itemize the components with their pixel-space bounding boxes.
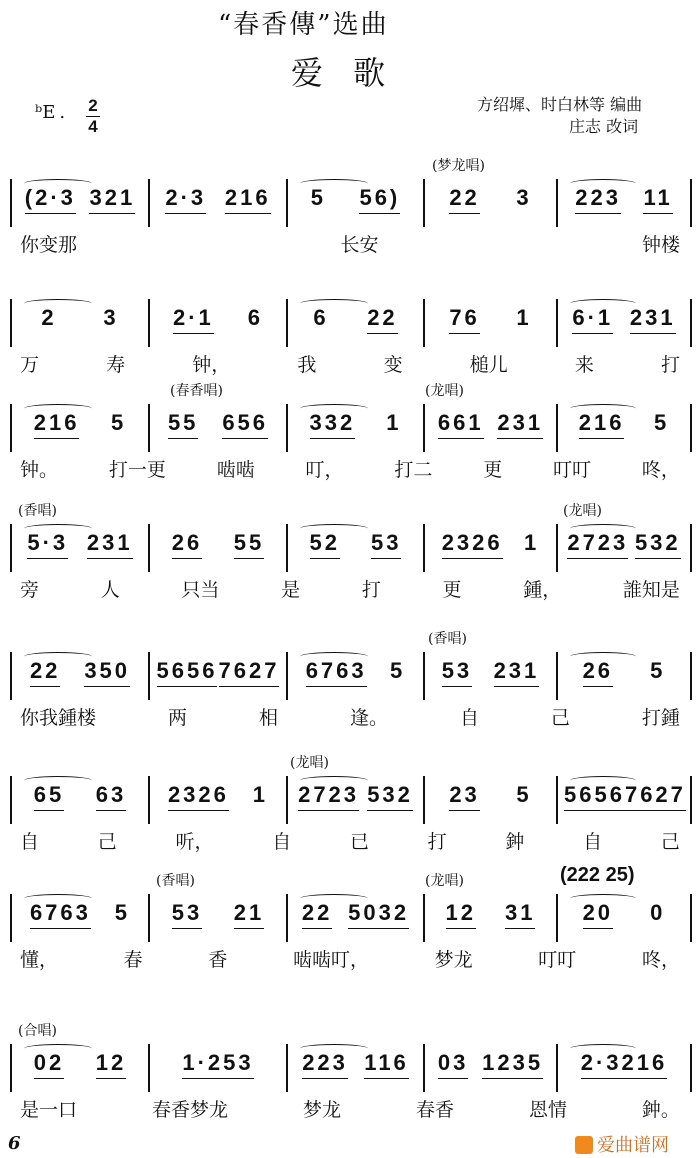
measure bbox=[431, 900, 550, 929]
lyric-word: 春 bbox=[123, 949, 143, 971]
lyric-word: 旁 bbox=[20, 579, 40, 601]
note-group: 2·3216 bbox=[581, 1050, 668, 1079]
note-group: 231 bbox=[630, 305, 676, 334]
measure bbox=[18, 900, 142, 929]
lyrics-line bbox=[20, 350, 680, 377]
bar-line bbox=[10, 652, 12, 700]
lyric-word: 是一口 bbox=[20, 1099, 78, 1121]
music-system bbox=[0, 752, 700, 862]
note-group: 22 bbox=[30, 658, 60, 687]
lyric-word: 钟。 bbox=[20, 459, 59, 481]
measure bbox=[294, 530, 417, 559]
lyric-word: 咚， bbox=[641, 459, 680, 481]
note-group: 216 bbox=[579, 410, 625, 439]
note-group: 2723 bbox=[298, 782, 359, 811]
lyric-word: 更 bbox=[483, 459, 503, 481]
note-group: 2326 bbox=[442, 530, 503, 559]
note-group: 26 bbox=[583, 658, 613, 687]
note-group: 321 bbox=[89, 185, 135, 214]
measure bbox=[564, 658, 684, 687]
note-group: 31 bbox=[505, 900, 535, 929]
time-top: 2 bbox=[88, 96, 98, 115]
note-group: 5032 bbox=[348, 900, 409, 929]
note-group: 26 bbox=[172, 530, 202, 559]
slur bbox=[24, 524, 92, 533]
bar-line bbox=[556, 524, 558, 572]
note-group: 223 bbox=[575, 185, 621, 214]
lyric-word: 钟楼 bbox=[641, 234, 680, 256]
measure bbox=[431, 1050, 550, 1079]
bar-line bbox=[423, 776, 425, 824]
note-group: 52 bbox=[310, 530, 340, 559]
note-group: 661 bbox=[438, 410, 484, 439]
note-group: 2 bbox=[41, 305, 57, 330]
note-group: 1 bbox=[252, 782, 269, 807]
lyric-word: 万 bbox=[20, 354, 40, 376]
singer-role: (香唱) bbox=[18, 503, 57, 519]
slur bbox=[300, 894, 368, 903]
note-group: 656 bbox=[222, 410, 268, 439]
measure bbox=[156, 1050, 280, 1079]
singer-role: (春香唱) bbox=[170, 383, 223, 399]
note-group: 5 bbox=[653, 410, 670, 435]
bar-line bbox=[690, 1044, 692, 1092]
slur bbox=[24, 299, 92, 308]
slur bbox=[300, 299, 368, 308]
note-group: 5 bbox=[310, 185, 326, 210]
note-group: 5 bbox=[114, 900, 131, 925]
lyric-word: 春香 bbox=[415, 1099, 454, 1121]
note-group: 1 bbox=[524, 530, 540, 555]
note-group: 23 bbox=[449, 782, 479, 811]
measure bbox=[564, 185, 684, 214]
measure bbox=[564, 305, 684, 334]
note-group: 532 bbox=[635, 530, 681, 559]
note-group: 20 bbox=[583, 900, 613, 929]
source-title: “春香傳”选曲 bbox=[218, 10, 389, 40]
bar-line bbox=[423, 179, 425, 227]
lyric-word: 更 bbox=[442, 579, 462, 601]
note-group: 2·3 bbox=[165, 185, 206, 214]
note-group: 6763 bbox=[306, 658, 367, 687]
bar-line bbox=[556, 179, 558, 227]
lyric-word: 寿 bbox=[106, 354, 126, 376]
lyric-word: 春香梦龙 bbox=[151, 1099, 228, 1121]
note-group: 2326 bbox=[168, 782, 229, 811]
music-system bbox=[0, 275, 700, 385]
lyric-word: 自 bbox=[272, 831, 292, 853]
slur bbox=[570, 299, 636, 308]
measure bbox=[18, 782, 142, 811]
bar-line bbox=[148, 524, 150, 572]
lyric-word: 啮啮 bbox=[216, 459, 255, 481]
measure bbox=[564, 782, 684, 811]
note-group: 223 bbox=[302, 1050, 348, 1079]
music-system bbox=[0, 380, 700, 490]
measure bbox=[156, 305, 280, 334]
note-group: 216 bbox=[225, 185, 271, 214]
lyrics-line bbox=[20, 455, 680, 482]
measure bbox=[156, 410, 280, 439]
slur bbox=[24, 1044, 92, 1053]
note-group: 53 bbox=[442, 658, 472, 687]
measure bbox=[564, 1050, 684, 1079]
measure bbox=[18, 1050, 142, 1079]
bar-line bbox=[286, 179, 288, 227]
slur bbox=[300, 776, 368, 785]
lyric-word: 己 bbox=[550, 707, 570, 729]
bar-line bbox=[10, 299, 12, 347]
measure bbox=[18, 305, 142, 333]
note-group: 11 bbox=[643, 185, 672, 214]
lyric-word: 只当 bbox=[181, 579, 220, 601]
measure bbox=[294, 782, 417, 811]
bar-line bbox=[286, 524, 288, 572]
lyric-word: 啮啮叮， bbox=[292, 949, 369, 971]
measure bbox=[156, 530, 280, 559]
page-number: 6 bbox=[8, 1133, 21, 1154]
note-group: 1235 bbox=[482, 1050, 543, 1079]
lyric-word: 打鍾 bbox=[641, 707, 680, 729]
singer-role: (龙唱) bbox=[425, 383, 464, 399]
measure bbox=[564, 900, 684, 929]
singer-role: (梦龙唱) bbox=[432, 158, 485, 174]
composer-credit: 方绍墀、时白林等 编曲 bbox=[477, 95, 643, 114]
measure bbox=[294, 900, 417, 929]
note-group: 1·253 bbox=[182, 1050, 253, 1079]
lyric-word: 誰知是 bbox=[622, 579, 680, 601]
note-group: 7627 bbox=[625, 782, 686, 811]
bar-line bbox=[423, 1044, 425, 1092]
bar-line bbox=[148, 652, 150, 700]
note-group: 03 bbox=[438, 1050, 468, 1079]
lyric-word: 梦龙 bbox=[302, 1099, 341, 1121]
lyric-word: 是 bbox=[281, 579, 301, 601]
measure bbox=[18, 530, 142, 559]
bar-line bbox=[148, 776, 150, 824]
bar-line bbox=[286, 1044, 288, 1092]
note-group: 5656 bbox=[564, 782, 625, 811]
lyrics-line bbox=[20, 230, 680, 257]
note-group: 53 bbox=[371, 530, 401, 559]
bar-line bbox=[286, 404, 288, 452]
singer-role: (龙唱) bbox=[290, 755, 329, 771]
bar-line bbox=[148, 179, 150, 227]
measure bbox=[431, 530, 550, 559]
lyric-word: 自 bbox=[20, 831, 40, 853]
lyric-word: 香 bbox=[208, 949, 228, 971]
lyric-word: 梦龙 bbox=[434, 949, 473, 971]
bar-line bbox=[690, 894, 692, 942]
bar-line bbox=[556, 776, 558, 824]
bar-line bbox=[690, 404, 692, 452]
lyric-word: 叮叮 bbox=[538, 949, 577, 971]
lyric-word: 鍾， bbox=[523, 579, 562, 601]
singer-role: (香唱) bbox=[428, 631, 467, 647]
note-group: 1 bbox=[386, 410, 402, 435]
bar-line bbox=[423, 404, 425, 452]
slur bbox=[570, 894, 636, 903]
lyric-word: 自 bbox=[583, 831, 603, 853]
bar-line bbox=[148, 894, 150, 942]
measure bbox=[294, 305, 417, 334]
note-group: 5 bbox=[390, 658, 406, 683]
measure bbox=[564, 530, 684, 559]
music-system bbox=[0, 500, 700, 610]
music-system bbox=[0, 155, 700, 265]
bar-line bbox=[10, 1044, 12, 1092]
note-group: 332 bbox=[310, 410, 356, 439]
note-group: 5 bbox=[650, 658, 666, 683]
measure bbox=[431, 185, 550, 214]
measure bbox=[431, 410, 550, 439]
lyrics-line bbox=[20, 945, 680, 972]
bar-line bbox=[423, 894, 425, 942]
lyric-word: 你变那 bbox=[20, 234, 78, 256]
bar-line bbox=[556, 299, 558, 347]
bar-line bbox=[690, 524, 692, 572]
lyric-word: 人 bbox=[100, 579, 120, 601]
singer-role: (香唱) bbox=[156, 873, 195, 889]
lyricist-credit: 庄志 改词 bbox=[569, 117, 639, 136]
note-group: 1 bbox=[516, 305, 532, 330]
note-group: 56) bbox=[359, 185, 400, 214]
measure bbox=[294, 410, 417, 439]
slur bbox=[300, 1044, 368, 1053]
note-group: 55 bbox=[168, 410, 198, 439]
lyric-word: 自 bbox=[459, 707, 479, 729]
bar-line bbox=[286, 652, 288, 700]
slur bbox=[24, 776, 92, 785]
bar-line bbox=[148, 404, 150, 452]
music-system bbox=[0, 864, 700, 980]
measure bbox=[564, 410, 684, 439]
note-group: 6763 bbox=[30, 900, 91, 929]
note-group: 12 bbox=[96, 1050, 126, 1079]
slur bbox=[300, 404, 368, 413]
slur bbox=[24, 652, 92, 661]
note-group: 116 bbox=[364, 1050, 409, 1079]
lyric-word: 我 bbox=[297, 354, 317, 376]
bar-line bbox=[556, 404, 558, 452]
bar-line bbox=[10, 179, 12, 227]
slur bbox=[570, 652, 636, 661]
lyric-word: 懂， bbox=[20, 949, 59, 971]
bar-line bbox=[10, 404, 12, 452]
instrumental-bracket: (222 25) bbox=[560, 864, 635, 886]
singer-role: (龙唱) bbox=[425, 873, 464, 889]
note-group: 350 bbox=[84, 658, 130, 687]
slur bbox=[570, 404, 636, 413]
lyric-word: 相 bbox=[258, 707, 278, 729]
bar-line bbox=[148, 299, 150, 347]
singer-role: (合唱) bbox=[18, 1023, 57, 1039]
lyric-word: 听， bbox=[175, 831, 214, 853]
lyric-word: 钟， bbox=[192, 354, 231, 376]
bar-line bbox=[556, 894, 558, 942]
note-group: 22 bbox=[449, 185, 479, 214]
slur bbox=[300, 524, 368, 533]
note-group: 3 bbox=[516, 185, 532, 210]
note-group: 6 bbox=[247, 305, 263, 330]
lyric-word: 鈡。 bbox=[641, 1099, 680, 1121]
slur bbox=[24, 179, 92, 188]
measure bbox=[156, 185, 280, 214]
note-group: 63 bbox=[96, 782, 126, 811]
lyric-word: 打 bbox=[660, 354, 680, 376]
bar-line bbox=[10, 524, 12, 572]
lyrics-line bbox=[20, 827, 680, 854]
note-group: 5 bbox=[516, 782, 532, 807]
music-system bbox=[0, 628, 700, 738]
note-group: 532 bbox=[367, 782, 413, 811]
lyric-word: 叮叮 bbox=[553, 459, 592, 481]
lyric-word: 己 bbox=[660, 831, 680, 853]
slur bbox=[570, 776, 636, 785]
lyric-word: 咚， bbox=[641, 949, 680, 971]
note-group: 231 bbox=[87, 530, 133, 559]
key-label: ᵇE bbox=[35, 102, 56, 123]
bar-line bbox=[10, 776, 12, 824]
music-note-icon bbox=[575, 1136, 593, 1154]
note-group: 6 bbox=[313, 305, 329, 330]
note-group: 2·1 bbox=[173, 305, 214, 334]
site-logo bbox=[575, 1131, 669, 1157]
lyric-word: 来 bbox=[574, 354, 594, 376]
lyrics-line bbox=[20, 1095, 680, 1122]
bar-line bbox=[690, 652, 692, 700]
slur bbox=[24, 404, 92, 413]
lyric-word: 两 bbox=[167, 707, 187, 729]
note-group: 5 bbox=[110, 410, 127, 435]
lyric-word: 鈡 bbox=[505, 831, 525, 853]
note-group: 65 bbox=[34, 782, 64, 811]
measure bbox=[156, 900, 280, 929]
slur bbox=[300, 179, 368, 188]
lyric-word: 打一更 bbox=[108, 459, 166, 481]
note-group: 7627 bbox=[219, 658, 280, 687]
lyrics-line bbox=[20, 575, 680, 602]
note-group: 55 bbox=[234, 530, 264, 559]
bar-line bbox=[690, 299, 692, 347]
measure bbox=[431, 658, 550, 687]
bar-line bbox=[556, 652, 558, 700]
bar-line bbox=[423, 652, 425, 700]
measure bbox=[18, 658, 142, 687]
note-group: 5656 bbox=[157, 658, 218, 687]
note-group: 21 bbox=[234, 900, 264, 929]
lyric-word: 已 bbox=[349, 831, 369, 853]
lyric-word: 打二 bbox=[394, 459, 433, 481]
measure bbox=[431, 305, 550, 334]
bar-line bbox=[148, 1044, 150, 1092]
lyrics-line bbox=[20, 703, 680, 730]
note-group: 6·1 bbox=[572, 305, 613, 334]
singer-role: (龙唱) bbox=[563, 503, 602, 519]
note-group: 76 bbox=[449, 305, 479, 334]
lyric-word: 你我鍾楼 bbox=[20, 707, 97, 729]
slur bbox=[300, 652, 368, 661]
time-bottom: 4 bbox=[88, 117, 98, 136]
bar-line bbox=[286, 894, 288, 942]
measure bbox=[156, 658, 280, 687]
bar-line bbox=[690, 179, 692, 227]
note-group: 12 bbox=[446, 900, 476, 929]
note-group: 53 bbox=[172, 900, 202, 929]
note-group: 2723 bbox=[567, 530, 628, 559]
measure bbox=[294, 658, 417, 687]
lyric-word: 打 bbox=[361, 579, 381, 601]
slur bbox=[570, 179, 636, 188]
note-group: 216 bbox=[34, 410, 80, 439]
measure bbox=[294, 185, 417, 214]
bar-line bbox=[690, 776, 692, 824]
note-group: 3 bbox=[103, 305, 119, 330]
bar-line bbox=[10, 894, 12, 942]
bar-line bbox=[556, 1044, 558, 1092]
measure bbox=[18, 185, 142, 214]
lyric-word: 逢。 bbox=[349, 707, 388, 729]
lyric-word: 打 bbox=[427, 831, 447, 853]
note-group: 02 bbox=[34, 1050, 64, 1079]
key-signature: ᵇE . bbox=[35, 102, 66, 123]
measure bbox=[294, 1050, 417, 1079]
bar-line bbox=[286, 299, 288, 347]
note-group: 231 bbox=[494, 658, 540, 687]
site-logo-text: 爱曲谱网 bbox=[597, 1135, 669, 1156]
music-system bbox=[0, 1020, 700, 1130]
note-group: (2·3 bbox=[25, 185, 76, 214]
time-signature bbox=[86, 96, 100, 137]
measure bbox=[18, 410, 142, 439]
note-group: 0 bbox=[650, 900, 666, 925]
lyric-word: 变 bbox=[383, 354, 403, 376]
bar-line bbox=[423, 524, 425, 572]
lyric-word: 恩情 bbox=[528, 1099, 567, 1121]
slur bbox=[24, 894, 92, 903]
bar-line bbox=[286, 776, 288, 824]
lyric-word: 长安 bbox=[340, 234, 379, 256]
measure bbox=[156, 782, 280, 811]
lyric-word: 叮， bbox=[305, 459, 344, 481]
slur bbox=[570, 1044, 636, 1053]
note-group: 22 bbox=[367, 305, 397, 334]
note-group: 22 bbox=[302, 900, 332, 929]
lyric-word: 己 bbox=[97, 831, 117, 853]
note-group: 231 bbox=[497, 410, 543, 439]
bar-line bbox=[423, 299, 425, 347]
measure bbox=[431, 782, 550, 811]
slur bbox=[570, 524, 636, 533]
lyric-word: 槌儿 bbox=[469, 354, 508, 376]
note-group: 5·3 bbox=[27, 530, 68, 559]
song-title: 爱 歌 bbox=[291, 54, 396, 92]
